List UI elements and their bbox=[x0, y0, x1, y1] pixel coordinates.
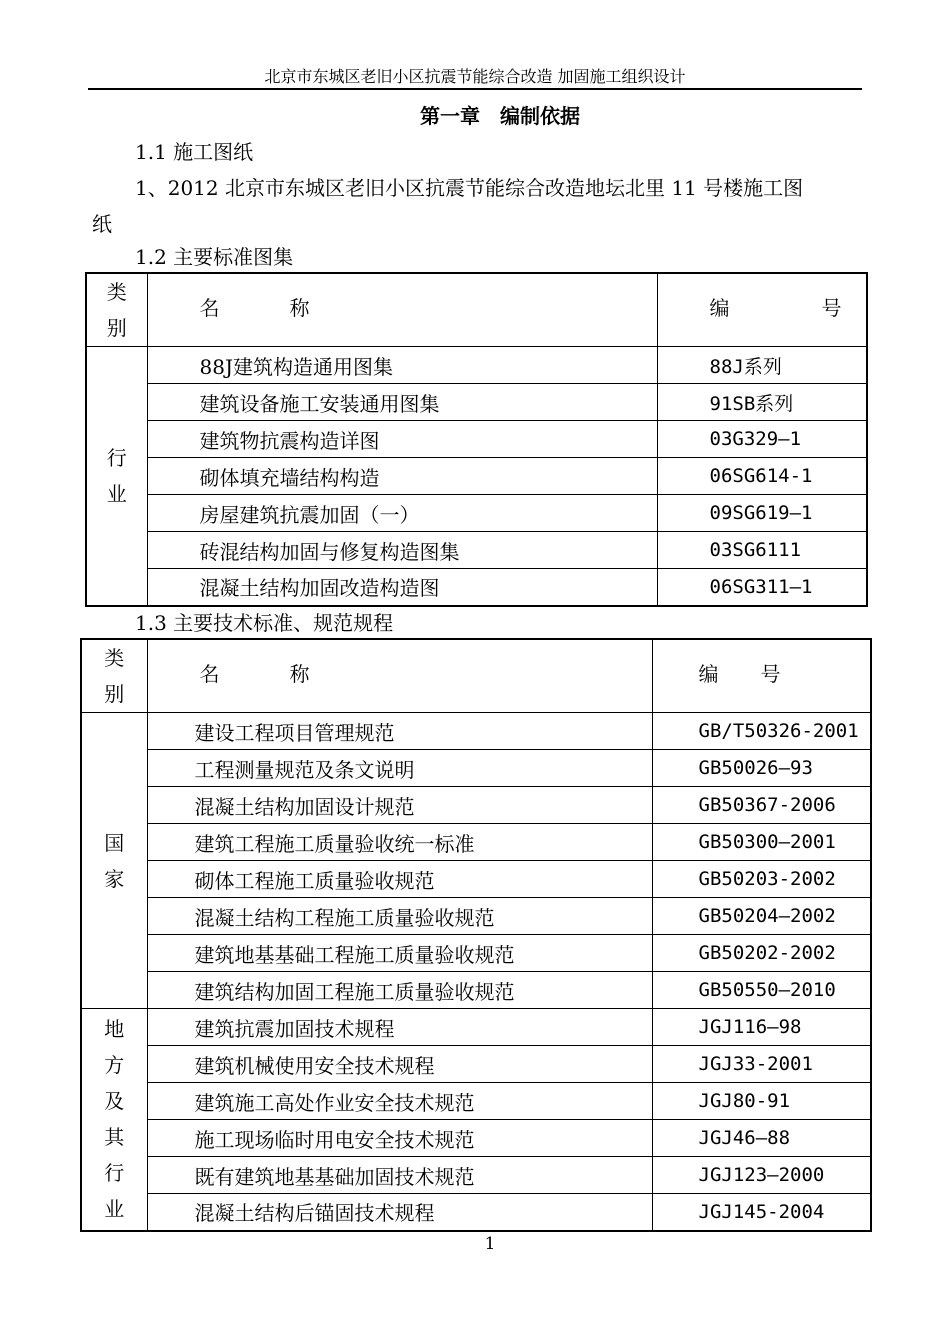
drawing-item-line-1: 1、2012 北京市东城区老旧小区抗震节能综合改造地坛北里 11 号楼施工图 bbox=[135, 176, 804, 200]
category-header-char: 别 bbox=[104, 682, 125, 706]
table-row bbox=[81, 1046, 871, 1083]
table-row bbox=[81, 750, 871, 787]
section-heading-1-1: 1.1 施工图纸 bbox=[135, 140, 254, 164]
code-cell: 06SG311—1 bbox=[657, 569, 867, 606]
table-row bbox=[81, 713, 871, 750]
category-char: 国 bbox=[104, 830, 125, 855]
category-char: 地 bbox=[104, 1017, 125, 1041]
code-cell: 88J系列 bbox=[657, 347, 867, 384]
category-header-cell bbox=[81, 639, 147, 713]
code-cell: GB50204—2002 bbox=[652, 898, 871, 935]
category-char: 其 bbox=[104, 1125, 125, 1149]
code-header-cell bbox=[657, 273, 867, 347]
name-cell: 施工现场临时用电安全技术规范 bbox=[147, 1120, 652, 1157]
name-header-cell bbox=[147, 273, 657, 347]
running-header: 北京市东城区老旧小区抗震节能综合改造 加固施工组织设计 bbox=[264, 67, 686, 86]
code-cell: GB50203-2002 bbox=[652, 861, 871, 898]
name-cell: 工程测量规范及条文说明 bbox=[147, 750, 652, 787]
name-cell: 混凝土结构加固改造构造图 bbox=[147, 569, 657, 606]
section-heading-1-2: 1.2 主要标准图集 bbox=[135, 245, 294, 269]
category-char: 行 bbox=[104, 1161, 125, 1185]
table-row bbox=[86, 421, 867, 458]
table-row bbox=[86, 458, 867, 495]
name-cell: 混凝土结构加固设计规范 bbox=[147, 787, 652, 824]
code-cell: JGJ145-2004 bbox=[652, 1194, 871, 1231]
name-cell: 88J建筑构造通用图集 bbox=[147, 347, 657, 384]
table-row bbox=[81, 861, 871, 898]
category-char: 及 bbox=[104, 1089, 125, 1113]
table-row bbox=[81, 1194, 871, 1231]
code-cell: GB/T50326-2001 bbox=[652, 713, 871, 750]
name-cell: 建筑地基基础工程施工质量验收规范 bbox=[147, 935, 652, 972]
code-cell: 03G329—1 bbox=[657, 421, 867, 458]
table-row bbox=[81, 972, 871, 1009]
name-cell: 砖混结构加固与修复构造图集 bbox=[147, 532, 657, 569]
table-row bbox=[86, 384, 867, 421]
category-char: 方 bbox=[104, 1053, 125, 1077]
name-cell: 建筑设备施工安装通用图集 bbox=[147, 384, 657, 421]
technical-standards-table bbox=[80, 638, 872, 1232]
code-cell: 91SB系列 bbox=[657, 384, 867, 421]
table-row bbox=[81, 1083, 871, 1120]
code-header-cell bbox=[652, 639, 871, 713]
name-header-char: 称 bbox=[289, 295, 310, 320]
category-char: 行 bbox=[106, 445, 127, 470]
name-cell: 建设工程项目管理规范 bbox=[147, 713, 652, 750]
name-cell: 既有建筑地基基础加固技术规范 bbox=[147, 1157, 652, 1194]
drawing-item-line-2: 纸 bbox=[92, 212, 112, 236]
chapter-title: 第一章 编制依据 bbox=[420, 104, 580, 128]
name-cell: 房屋建筑抗震加固（一） bbox=[147, 495, 657, 532]
name-cell: 建筑工程施工质量验收统一标准 bbox=[147, 824, 652, 861]
table-row bbox=[86, 495, 867, 532]
code-header-char: 号 bbox=[821, 295, 842, 320]
name-cell: 建筑机械使用安全技术规程 bbox=[147, 1046, 652, 1083]
category-header-char: 类 bbox=[104, 646, 125, 670]
code-cell: 03SG6111 bbox=[657, 532, 867, 569]
code-header-char: 号 bbox=[760, 661, 781, 686]
code-cell: 06SG614-1 bbox=[657, 458, 867, 495]
code-cell: JGJ46—88 bbox=[652, 1120, 871, 1157]
code-header-char: 编 bbox=[709, 295, 730, 320]
name-header-char: 称 bbox=[289, 661, 310, 686]
code-cell: GB50300—2001 bbox=[652, 824, 871, 861]
header-divider bbox=[88, 88, 862, 90]
name-cell: 砌体填充墙结构构造 bbox=[147, 458, 657, 495]
table-row bbox=[86, 347, 867, 384]
category-cell bbox=[81, 713, 147, 1009]
table-row bbox=[81, 898, 871, 935]
code-header-char: 编 bbox=[698, 661, 719, 686]
standard-atlas-table bbox=[85, 272, 868, 607]
page-number: 1 bbox=[484, 1234, 496, 1254]
name-header-cell bbox=[147, 639, 652, 713]
code-cell: GB50202-2002 bbox=[652, 935, 871, 972]
name-cell: 建筑抗震加固技术规程 bbox=[147, 1009, 652, 1046]
table-row bbox=[86, 569, 867, 606]
name-cell: 混凝土结构后锚固技术规程 bbox=[147, 1194, 652, 1231]
category-char: 业 bbox=[106, 481, 127, 506]
table-header-row bbox=[81, 639, 871, 713]
table-row bbox=[81, 824, 871, 861]
table-row bbox=[81, 1157, 871, 1194]
name-cell: 砌体工程施工质量验收规范 bbox=[147, 861, 652, 898]
table-row bbox=[81, 1009, 871, 1046]
table-header-row bbox=[86, 273, 867, 347]
category-cell bbox=[86, 347, 147, 606]
name-header-char: 名 bbox=[199, 295, 220, 320]
code-cell: JGJ80-91 bbox=[652, 1083, 871, 1120]
code-cell: JGJ123—2000 bbox=[652, 1157, 871, 1194]
name-header-char: 名 bbox=[199, 661, 220, 686]
table-row bbox=[81, 935, 871, 972]
code-cell: JGJ116—98 bbox=[652, 1009, 871, 1046]
section-heading-1-3: 1.3 主要技术标准、规范规程 bbox=[135, 611, 394, 635]
name-cell: 建筑结构加固工程施工质量验收规范 bbox=[147, 972, 652, 1009]
category-cell bbox=[81, 1009, 147, 1231]
table-row bbox=[81, 787, 871, 824]
name-cell: 混凝土结构工程施工质量验收规范 bbox=[147, 898, 652, 935]
code-cell: JGJ33-2001 bbox=[652, 1046, 871, 1083]
category-header-char: 别 bbox=[106, 316, 127, 340]
name-cell: 建筑施工高处作业安全技术规范 bbox=[147, 1083, 652, 1120]
code-cell: GB50550—2010 bbox=[652, 972, 871, 1009]
code-cell: GB50026—93 bbox=[652, 750, 871, 787]
table-row bbox=[81, 1120, 871, 1157]
category-header-char: 类 bbox=[106, 280, 127, 304]
category-header-cell bbox=[86, 273, 147, 347]
category-char: 家 bbox=[104, 866, 125, 891]
category-char: 业 bbox=[104, 1197, 125, 1221]
code-cell: GB50367-2006 bbox=[652, 787, 871, 824]
code-cell: 09SG619—1 bbox=[657, 495, 867, 532]
name-cell: 建筑物抗震构造详图 bbox=[147, 421, 657, 458]
table-row bbox=[86, 532, 867, 569]
